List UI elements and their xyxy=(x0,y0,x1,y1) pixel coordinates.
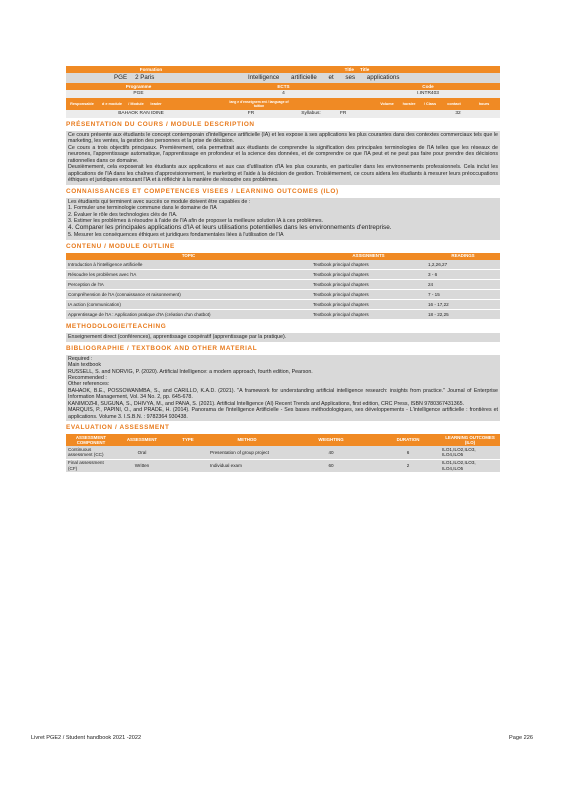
outline-reading: 1,2,26,27 xyxy=(426,260,500,270)
header-row-1 xyxy=(66,66,500,73)
table-row xyxy=(66,260,500,270)
eval-assessment: Oral xyxy=(116,446,168,459)
header-label-title-2: Title xyxy=(360,66,370,72)
outcomes-heading: CONNAISSANCES ET COMPETENCES VISEES / LEARNING OUTCOMES (ILO) xyxy=(66,187,339,195)
evaluation-heading: EVALUATION / ASSESSMENT xyxy=(66,424,170,432)
eval-type xyxy=(168,446,208,459)
syllabus-language-value: FR xyxy=(340,111,347,116)
header-label-title: Title xyxy=(344,66,354,72)
outline-reading: 7 - 15 xyxy=(426,290,500,300)
eval-col-method: METHOD xyxy=(208,434,286,446)
ects-value: 4 xyxy=(282,91,285,96)
evaluation-header-row xyxy=(66,434,500,446)
evaluation-table xyxy=(66,434,500,473)
outline-topic: Résoudre les problèmes avec l'IA xyxy=(66,270,311,280)
bibliography-heading: BIBLIOGRAPHIE / TEXTBOOK AND OTHER MATERIAL xyxy=(66,344,258,352)
code-value: I.INTR403 xyxy=(417,91,439,96)
header-label-horaire: horaire xyxy=(402,101,416,106)
eval-component: Continuous assessment (CC) xyxy=(66,446,116,459)
methodology-heading: METHODOLOGIE/TEACHING xyxy=(66,323,167,331)
eval-col-ilo: LEARNING OUTCOMES (ILO) xyxy=(440,434,500,446)
header-label-hours: hours xyxy=(478,101,490,106)
bibliography-line: Recommended : xyxy=(68,375,107,382)
outcomes-intro: Les étudiants qui terminent avec succès ce module doivent être capables de : xyxy=(68,198,251,205)
programme-value: PGE xyxy=(133,91,144,96)
table-row xyxy=(66,459,500,472)
header-label-module: / Module xyxy=(128,101,144,106)
outcome-item: 5. Mesurer les conséquences éthiques et juridiques fondamentales liées à l'utilisation de l'IA xyxy=(68,232,284,239)
syllabus-label: Syllabus: xyxy=(301,111,321,116)
language-value: FR xyxy=(247,111,255,116)
eval-duration: 6 xyxy=(376,446,440,459)
eval-type xyxy=(168,459,208,472)
outline-assignment: Textbook principal chapters xyxy=(311,290,426,300)
header-label-contact: contact xyxy=(447,101,461,106)
outline-topic: Introduction à l'intelligence artificielle xyxy=(66,260,311,270)
outline-reading: 16 - 17,22 xyxy=(426,300,500,310)
eval-component: Final assessment (CF) xyxy=(66,459,116,472)
outline-assignment: Textbook principal chapters xyxy=(311,260,426,270)
outline-topic: IA action (communication) xyxy=(66,300,311,310)
outline-heading: CONTENU / MODULE OUTLINE xyxy=(66,242,175,250)
bibliography-line: KANIMOZHI, SUGUNA, S., DHIVYA, M., and PANA, S. (2021). Artificial Intelligence (AI) Recent Trends and Applications, first edition, CRC Press, ISBN 9780367431365. xyxy=(68,400,465,407)
eval-method: Individual exam xyxy=(208,459,286,472)
header-label-programme: Programme xyxy=(125,83,152,89)
leader-row xyxy=(66,110,500,118)
eval-ilo: ILO1,ILO2,ILO3, ILO4,ILO5 xyxy=(440,459,500,472)
outcome-item: 2. Évaluer le rôle des technologies clés de l'IA. xyxy=(68,211,178,218)
outcomes-box xyxy=(66,198,500,240)
header-label-class: / Class xyxy=(423,101,437,106)
table-row xyxy=(66,270,500,280)
eval-col-component: ASSESSMENT COMPONENT xyxy=(66,434,116,446)
outline-col-topic: TOPIC xyxy=(66,253,311,260)
outline-assignment: Textbook principal chapters xyxy=(311,310,426,320)
outline-topic: Compréhension de l'IA (connaissance et raisonnement) xyxy=(66,290,311,300)
footer-handbook-label: Livret PGE2 / Student handbook 2021 -2022 xyxy=(31,735,142,741)
header-label-language: lang e d'enseignem ent / language of tuition xyxy=(229,99,289,108)
header-row-3 xyxy=(66,98,500,110)
header-row-2 xyxy=(66,83,500,90)
outcome-item: 3. Estimer les problèmes à résoudre à l'aide de l'IA afin de proposer la meilleure solution IA à ces problèmes. xyxy=(68,217,323,224)
outline-assignment: Textbook principal chapters xyxy=(311,280,426,290)
outline-topic: Apprentissage de l'IA : Application pratique d'IA (création d'un chatbot) xyxy=(66,310,311,320)
footer-page-number: Page 226 xyxy=(509,735,533,741)
outline-topic: Perception de l'IA xyxy=(66,280,311,290)
presentation-box xyxy=(66,131,500,185)
outline-header-row xyxy=(66,253,500,260)
bibliography-box xyxy=(66,355,500,422)
table-row xyxy=(66,300,500,310)
table-row xyxy=(66,280,500,290)
header-label-leader: leader xyxy=(150,101,162,106)
outline-col-readings: READINGS xyxy=(426,253,500,260)
header-label-code: Code xyxy=(422,83,434,89)
bibliography-line: Main textbook xyxy=(68,362,101,369)
eval-col-type: TYPE xyxy=(168,434,208,446)
outline-assignment: Textbook principal chapters xyxy=(311,300,426,310)
outcome-item: 1. Formuler une terminologie commune dans le domaine de l'IA xyxy=(68,205,217,212)
outcome-item: 4. Comparer les principales applications d'IA et leurs utilisations potentielles dans les environnements d'entreprise. xyxy=(68,224,392,232)
outline-col-assignments: ASSIGNMENTS xyxy=(311,253,426,260)
outline-reading: 3 - 6 xyxy=(426,270,500,280)
header-label-volume: Volume xyxy=(380,101,394,106)
campus-value: 2 Paris xyxy=(135,74,155,82)
presentation-paragraph: Ce cours présente aux étudiants le concept contemporain d'intelligence artificielle (IA) et les expose à ses applications les plus courantes dans des contextes commerciaux tels que le marketing, les ventes, la gestion des personnes et la prise de décision. xyxy=(68,132,498,145)
methodology-text: Enseignement direct (conférences), apprentissage coopératif (apprentissage par la pratique). xyxy=(68,334,287,341)
bibliography-line: BAHAOK, B.E., POSSOWANMBA, S., and CARILLO, K.A.D. (2021). "A framework for understanding artificial intelligence research: insights from practice." Journal of Enterprise Information Management, Vol. 34 No. 2, pp. 645-678. xyxy=(68,387,498,401)
hours-value: 32 xyxy=(455,111,461,116)
program-title-row xyxy=(66,73,500,83)
outline-table xyxy=(66,253,500,321)
bibliography-line: MARQUIS, P., PAPINI, O., and PRADE, H. (2014). Panorama de l'intelligence Artificielle - Ses bases méthodologiques, ses développements - L'intelligence artificielle : frontières et applications. Volume 3. I.S.B.N. : 9782364 930438. xyxy=(68,407,498,420)
header-label-de-module: d e module xyxy=(101,101,123,106)
eval-col-assessment: ASSESSMENT xyxy=(116,434,168,446)
eval-duration: 2 xyxy=(376,459,440,472)
bibliography-line: Required : xyxy=(68,355,93,362)
program-value: PGE xyxy=(114,74,128,82)
header-label-ects: ECTS xyxy=(277,83,290,89)
bibliography-line: RUSSELL, S. and NORVIG, P. (2020). Artificial Intelligence: a modern approach, fourth edition, Pearson. xyxy=(68,368,313,375)
presentation-paragraph: Ce cours a trois objectifs principaux. Premièrement, cela permettrait aux étudiants de comprendre la signification des principales terminologies de l'IA telles que les réseaux de neurones, l'apprentissage automatique, l'apprentissage en profondeur et la science des données, et de comprendre ce que l'IA peut et ne peut pas faire pour prendre des décisions rationnelles dans ce domaine. xyxy=(68,144,498,164)
page-footer xyxy=(31,735,533,742)
outline-assignment: Textbook principal chapters xyxy=(311,270,426,280)
syllabus-page xyxy=(66,66,500,473)
eval-col-duration: DURATION xyxy=(376,434,440,446)
table-row xyxy=(66,446,500,459)
presentation-heading: PRÉSENTATION DU COURS / MODULE DESCRIPTION xyxy=(66,121,255,128)
bibliography-line: Other references: xyxy=(68,381,110,388)
methodology-box xyxy=(66,333,500,341)
eval-weighting: 40 xyxy=(286,446,376,459)
presentation-paragraph: Deuxièmement, cela exposerait les étudiants aux applications et aux cas d'utilisation d'IA les plus courants, en particulier dans les environnements professionnels. Cela inclut les applications de l'IA dans les chaînes d'approvisionnement, le marketing et l'aide à la décision de gestion. Troisièmement, ce cours aidera les étudiants à mesurer leurs préoccupations éthiques et juridiques entourant l'IA et à réfléchir à la manière de résoudre ces problèmes. xyxy=(68,164,498,184)
outline-reading: 24 xyxy=(426,280,500,290)
eval-method: Presentation of group project xyxy=(208,446,286,459)
eval-assessment: Written xyxy=(116,459,168,472)
leader-value: BAHAOK RAN IDINE xyxy=(118,111,164,116)
header-label-responsable: Responsable xyxy=(70,101,94,106)
header-label-formation: Formation xyxy=(139,66,163,72)
outline-reading: 18 - 22,25 xyxy=(426,310,500,320)
eval-col-weighting: WEIGHTING xyxy=(286,434,376,446)
programme-row xyxy=(66,90,500,98)
table-row xyxy=(66,310,500,320)
eval-ilo: ILO1,ILO2,ILO3, ILO4,ILO5 xyxy=(440,446,500,459)
table-row xyxy=(66,290,500,300)
eval-weighting: 60 xyxy=(286,459,376,472)
course-title: Intelligence artificielle et ses applications xyxy=(248,74,400,82)
